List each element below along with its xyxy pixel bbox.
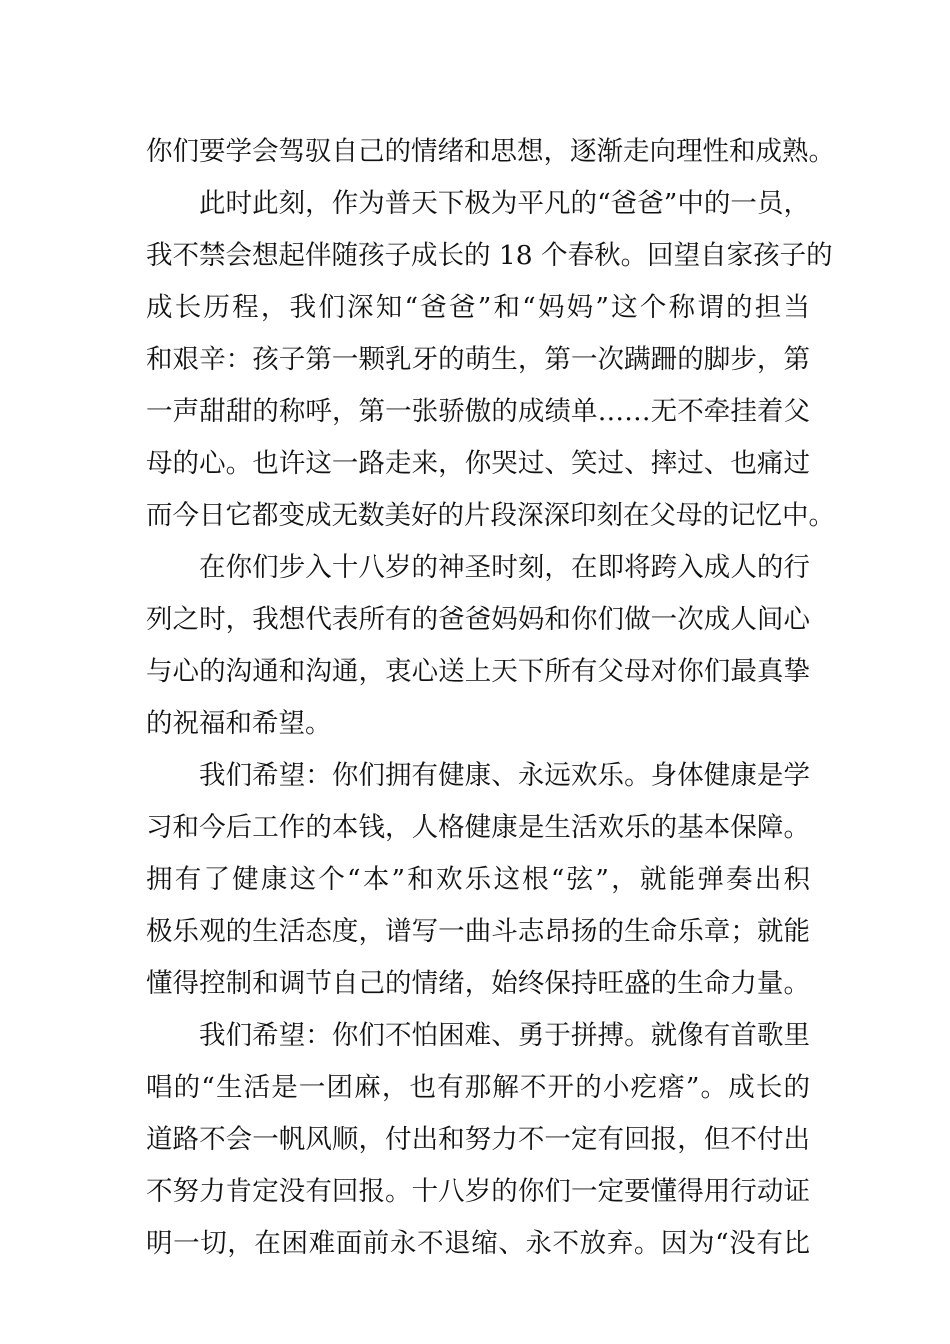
text-line-15: 拥有了健康这个“本”和欢乐这根“弦”，就能弹奏出积 <box>146 864 810 895</box>
text-line-16: 极乐观的生活态度，谱写一曲斗志昂扬的生命乐章；就能 <box>146 916 810 947</box>
text-line-19: 唱的“生活是一团麻，也有那解不开的小疙瘩”。成长的 <box>146 1072 810 1103</box>
body-text <box>146 126 835 1270</box>
text-line-6: 一声甜甜的称呼，第一张骄傲的成绩单……无不牵挂着父 <box>146 396 810 427</box>
text-line-3: 我不禁会想起伴随孩子成长的 18 个春秋。回望自家孩子的 <box>146 240 833 271</box>
text-line-22: 明一切，在困难面前永不退缩、永不放弃。因为“没有比 <box>146 1228 810 1259</box>
paragraph-start-line: 我们希望：你们不怕困难、勇于拼搏。就像有首歌里 <box>199 1020 810 1051</box>
paragraph-start-line: 在你们步入十八岁的神圣时刻，在即将跨入成人的行 <box>199 552 810 583</box>
paragraph-start-line: 此时此刻，作为普天下极为平凡的“爸爸”中的一员， <box>199 188 810 219</box>
text-line-12: 的祝福和希望。 <box>146 708 332 739</box>
text-line-4: 成长历程，我们深知“爸爸”和“妈妈”这个称谓的担当 <box>146 292 810 323</box>
paragraph-start-line: 我们希望：你们拥有健康、永远欢乐。身体健康是学 <box>199 760 810 791</box>
text-line-20: 道路不会一帆风顺，付出和努力不一定有回报，但不付出 <box>146 1124 810 1155</box>
text-line-14: 习和今后工作的本钱，人格健康是生活欢乐的基本保障。 <box>146 812 810 843</box>
text-line-5: 和艰辛：孩子第一颗乳牙的萌生，第一次蹒跚的脚步，第 <box>146 344 810 375</box>
text-line-1: 你们要学会驾驭自己的情绪和思想，逐渐走向理性和成熟。 <box>146 136 835 167</box>
text-line-10: 列之时，我想代表所有的爸爸妈妈和你们做一次成人间心 <box>146 604 810 635</box>
text-line-7: 母的心。也许这一路走来，你哭过、笑过、摔过、也痛过 <box>146 448 810 479</box>
text-line-8: 而今日它都变成无数美好的片段深深印刻在父母的记忆中。 <box>146 500 835 531</box>
text-line-21: 不努力肯定没有回报。十八岁的你们一定要懂得用行动证 <box>146 1176 810 1207</box>
text-line-17: 懂得控制和调节自己的情绪，始终保持旺盛的生命力量。 <box>146 968 810 999</box>
text-line-11: 与心的沟通和沟通，衷心送上天下所有父母对你们最真挚 <box>146 656 810 687</box>
